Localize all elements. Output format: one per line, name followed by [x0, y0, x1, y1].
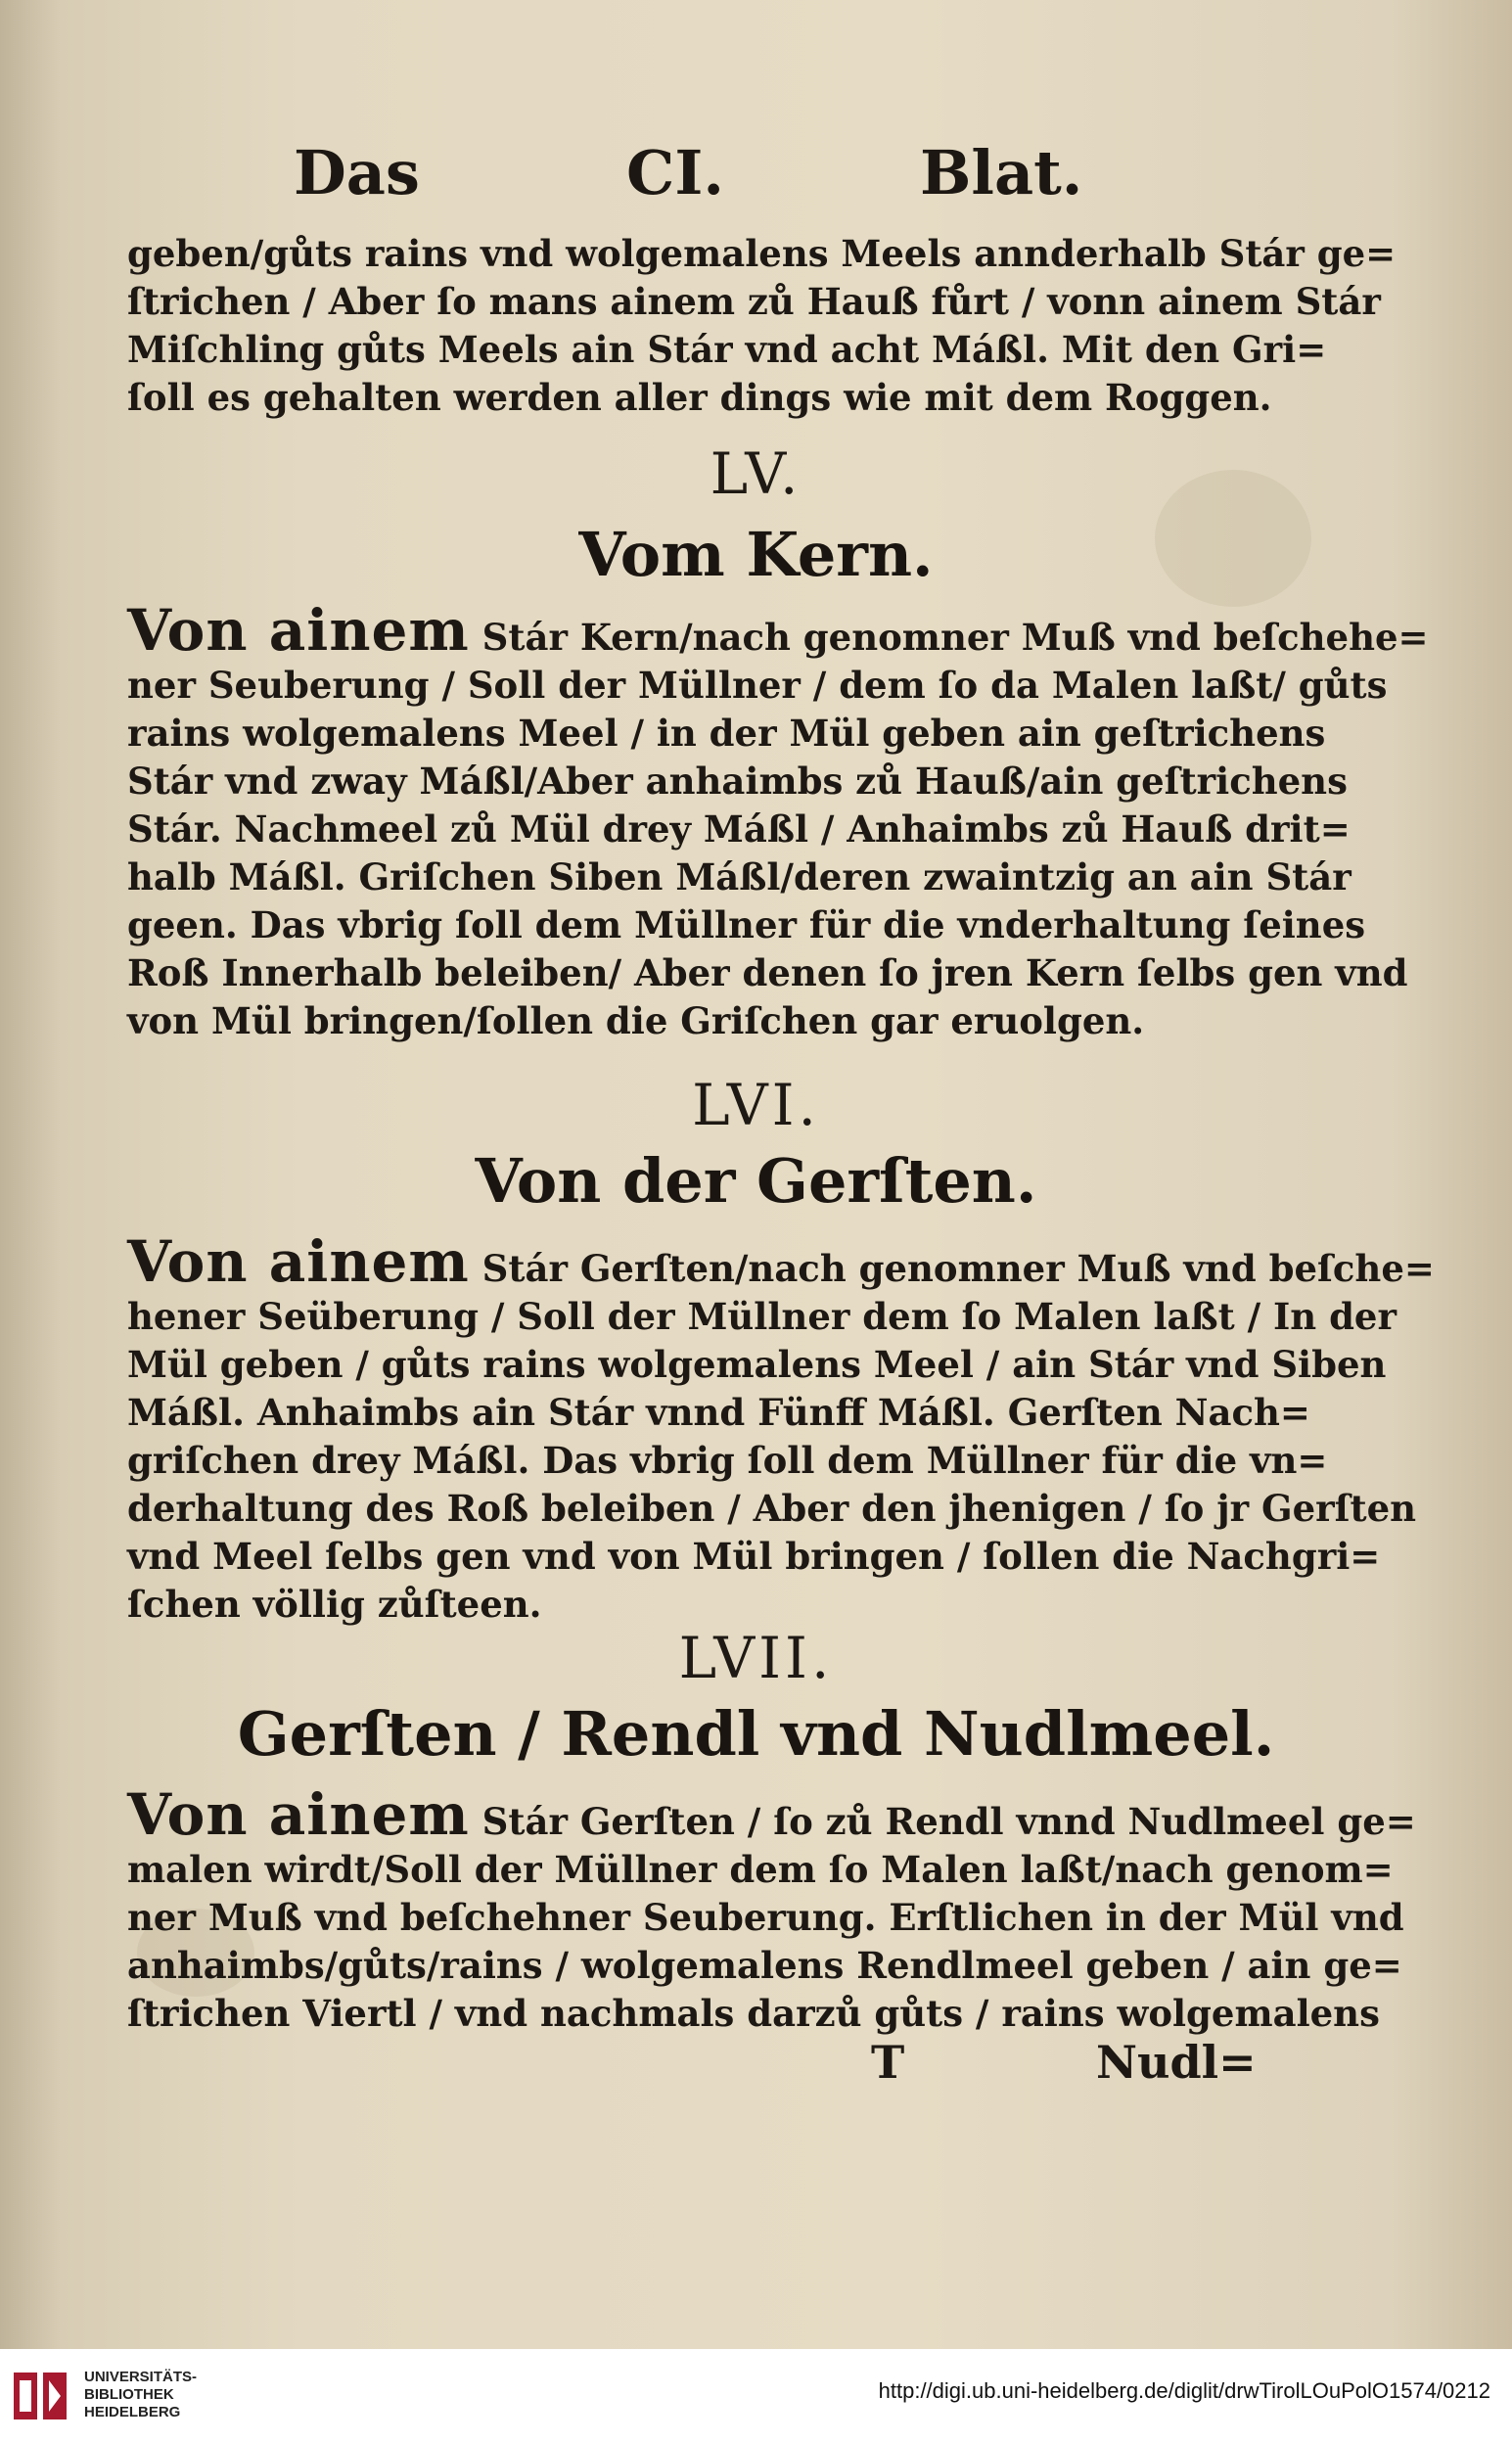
text-line: hener Seüberung / Soll der Müllner dem ſo Malen laßt / In der — [127, 1295, 1397, 1338]
initial-words: Von ainem — [127, 1228, 470, 1295]
text-line: Stár Gerſten / ſo zů Rendl vnnd Nudlmeel ge= — [481, 1800, 1416, 1843]
text-line: Máßl. Anhaimbs ain Stár vnnd Fünff Máßl. Gerſten Nach= — [127, 1391, 1310, 1434]
text-line: ſtrichen / Aber ſo mans ainem zů Hauß fůrt / vonn ainem Stár — [127, 280, 1381, 323]
folio-number: CI. — [626, 137, 724, 208]
text-line: Stár vnd zway Máßl/Aber anhaimbs zů Hauß/ain geſtrichens — [127, 760, 1348, 803]
text-line: von Mül bringen/ſollen die Griſchen gar eruolgen. — [127, 999, 1145, 1042]
library-line: UNIVERSITÄTS- — [84, 2369, 198, 2385]
text-line: ner Muß vnd beſchehner Seuberung. Erſtlichen in der Mül vnd — [127, 1896, 1404, 1939]
text-line: Stár Kern/nach genomner Muß vnd beſchehe= — [481, 616, 1429, 659]
text-line: Mül geben / gůts rains wolgemalens Meel / ain Stár vnd Siben — [127, 1343, 1387, 1386]
section-number: LVI. — [692, 1072, 820, 1138]
initial-words: Von ainem — [127, 1781, 470, 1848]
catchword: Nudl= — [1096, 2036, 1257, 2089]
library-line: BIBLIOTHEK — [84, 2386, 174, 2403]
section-paragraph — [127, 1781, 1416, 2038]
text-line: derhaltung des Roß beleiben / Aber den jhenigen / ſo jr Gerſten — [127, 1487, 1417, 1530]
text-line: rains wolgemalens Meel / in der Mül geben ain geſtrichens — [127, 712, 1326, 755]
text-line: ner Seuberung / Soll der Müllner / dem ſo da Malen laßt/ gůts — [127, 664, 1388, 707]
page-header — [294, 137, 1083, 225]
text-line: Miſchling gůts Meels ain Stár vnd acht Máßl. Mit den Gri= — [127, 328, 1327, 371]
section-paragraph — [127, 1228, 1435, 1629]
text-line: griſchen drey Máßl. Das vbrig ſoll dem Müllner für die vn= — [127, 1439, 1328, 1482]
signature-mark: T — [871, 2036, 905, 2089]
text-line: halb Máßl. Griſchen Siben Máßl/deren zwaintzig an ain Stár — [127, 855, 1352, 898]
section-title: Gerſten / Rendl vnd Nudlmeel. — [237, 1698, 1275, 1770]
header-right: Blat. — [920, 137, 1083, 208]
text-line: ſtrichen Viertl / vnd nachmals darzů gůts / rains wolgemalens — [127, 1992, 1380, 2035]
section-paragraph — [127, 597, 1429, 1045]
footer-bar — [0, 2349, 1512, 2442]
initial-words: Von ainem — [127, 597, 470, 664]
library-line: HEIDELBERG — [84, 2404, 181, 2420]
university-seal-icon — [10, 2365, 70, 2427]
text-line: anhaimbs/gůts/rains / wolgemalens Rendlmeel geben / ain ge= — [127, 1944, 1402, 1987]
header-left: Das — [294, 137, 420, 208]
section-title: Von der Gerſten. — [475, 1145, 1037, 1217]
text-line: Stár Gerſten/nach genomner Muß vnd beſche= — [481, 1247, 1435, 1290]
intro-paragraph — [127, 230, 1397, 422]
text-line: Roß Innerhalb beleiben/ Aber denen ſo jren Kern ſelbs gen vnd — [127, 951, 1408, 994]
text-line: geen. Das vbrig ſoll dem Müllner für die vnderhaltung ſeines — [127, 903, 1366, 946]
library-name — [84, 2369, 197, 2421]
text-line: ſoll es gehalten werden aller dings wie mit dem Roggen. — [127, 376, 1272, 419]
text-line: Stár. Nachmeel zů Mül drey Máßl / Anhaimbs zů Hauß drit= — [127, 807, 1351, 851]
section-title: Vom Kern. — [578, 519, 934, 590]
text-line: vnd Meel ſelbs gen vnd von Mül bringen / ſollen die Nachgri= — [127, 1535, 1381, 1578]
section-number: LV. — [710, 440, 802, 507]
text-line: geben/gůts rains vnd wolgemalens Meels annderhalb Stár ge= — [127, 232, 1397, 275]
text-line: ſchen völlig zůſteen. — [127, 1583, 542, 1626]
source-url-link[interactable]: http://digi.ub.uni-heidelberg.de/diglit/drwTirolLOuPolO1574/0212 — [878, 2378, 1490, 2403]
text-line: malen wirdt/Soll der Müllner dem ſo Malen laßt/nach genom= — [127, 1848, 1394, 1891]
section-number: LVII. — [678, 1625, 834, 1691]
